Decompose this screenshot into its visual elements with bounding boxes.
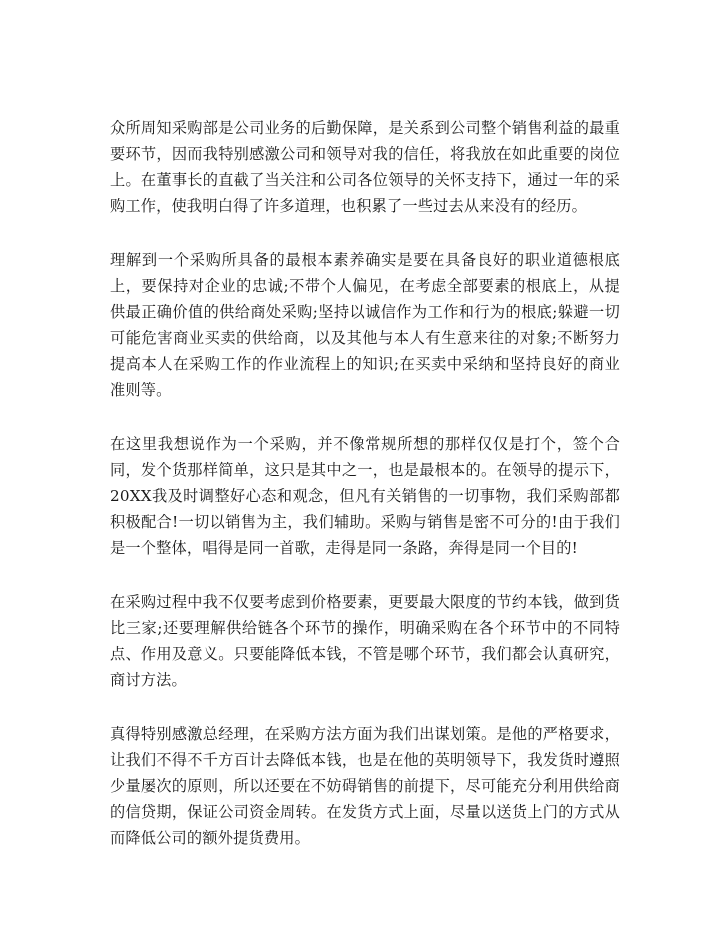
paragraph-4: 在采购过程中我不仅要考虑到价格要素，更要最大限度的节约本钱，做到货比三家;还要理解供给链各个环节的操作，明确采购在各个环节中的不同特点、作用及意义。只要能降低本钱，不管是哪个环节，我们都会认真研究，商讨方法。	[110, 593, 620, 689]
paragraph-1: 众所周知采购部是公司业务的后勤保障，是关系到公司整个销售利益的最重要环节，因而我特别感激公司和领导对我的信任，将我放在如此重要的岗位上。在董事长的直截了当关注和公司各位领导的关怀支持下，通过一年的采购工作，使我明白得了许多道理，也积累了一些过去从来没有的经历。	[110, 119, 620, 215]
paragraph-2: 理解到一个采购所具备的最根本素养确实是要在具备良好的职业道德根底上，要保持对企业的忠诚;不带个人偏见，在考虑全部要素的根底上，从提供最正确价值的供给商处采购;坚持以诚信作为工作和行为的根底;躲避一切可能危害商业买卖的供给商，以及其他与本人有生意来往的对象;不断努力提高本人在采购工作的作业流程上的知识;在买卖中采纳和坚持良好的商业准则等。	[110, 251, 620, 399]
paragraph-5: 真得特别感激总经理，在采购方法方面为我们出谋划策。是他的严格要求，让我们不得不千方百计去降低本钱，也是在他的英明领导下，我发货时遵照少量屡次的原则，所以还要在不妨碍销售的前提下，尽可能充分利用供给商的信贷期，保证公司资金周转。在发货方式上面，尽量以送货上门的方式从而降低公司的额外提货费用。	[110, 725, 620, 847]
paragraph-3: 在这里我想说作为一个采购，并不像常规所想的那样仅仅是打个，签个合同，发个货那样简单，这只是其中之一，也是最根本的。在领导的提示下，20XX我及时调整好心态和观念，但凡有关销售的一切事物，我们采购部都积极配合!一切以销售为主，我们辅助。采购与销售是密不可分的!由于我们是一个整体，唱得是同一首歌，走得是同一条路，奔得是同一个目的!	[110, 435, 620, 557]
document-body	[110, 115, 620, 851]
